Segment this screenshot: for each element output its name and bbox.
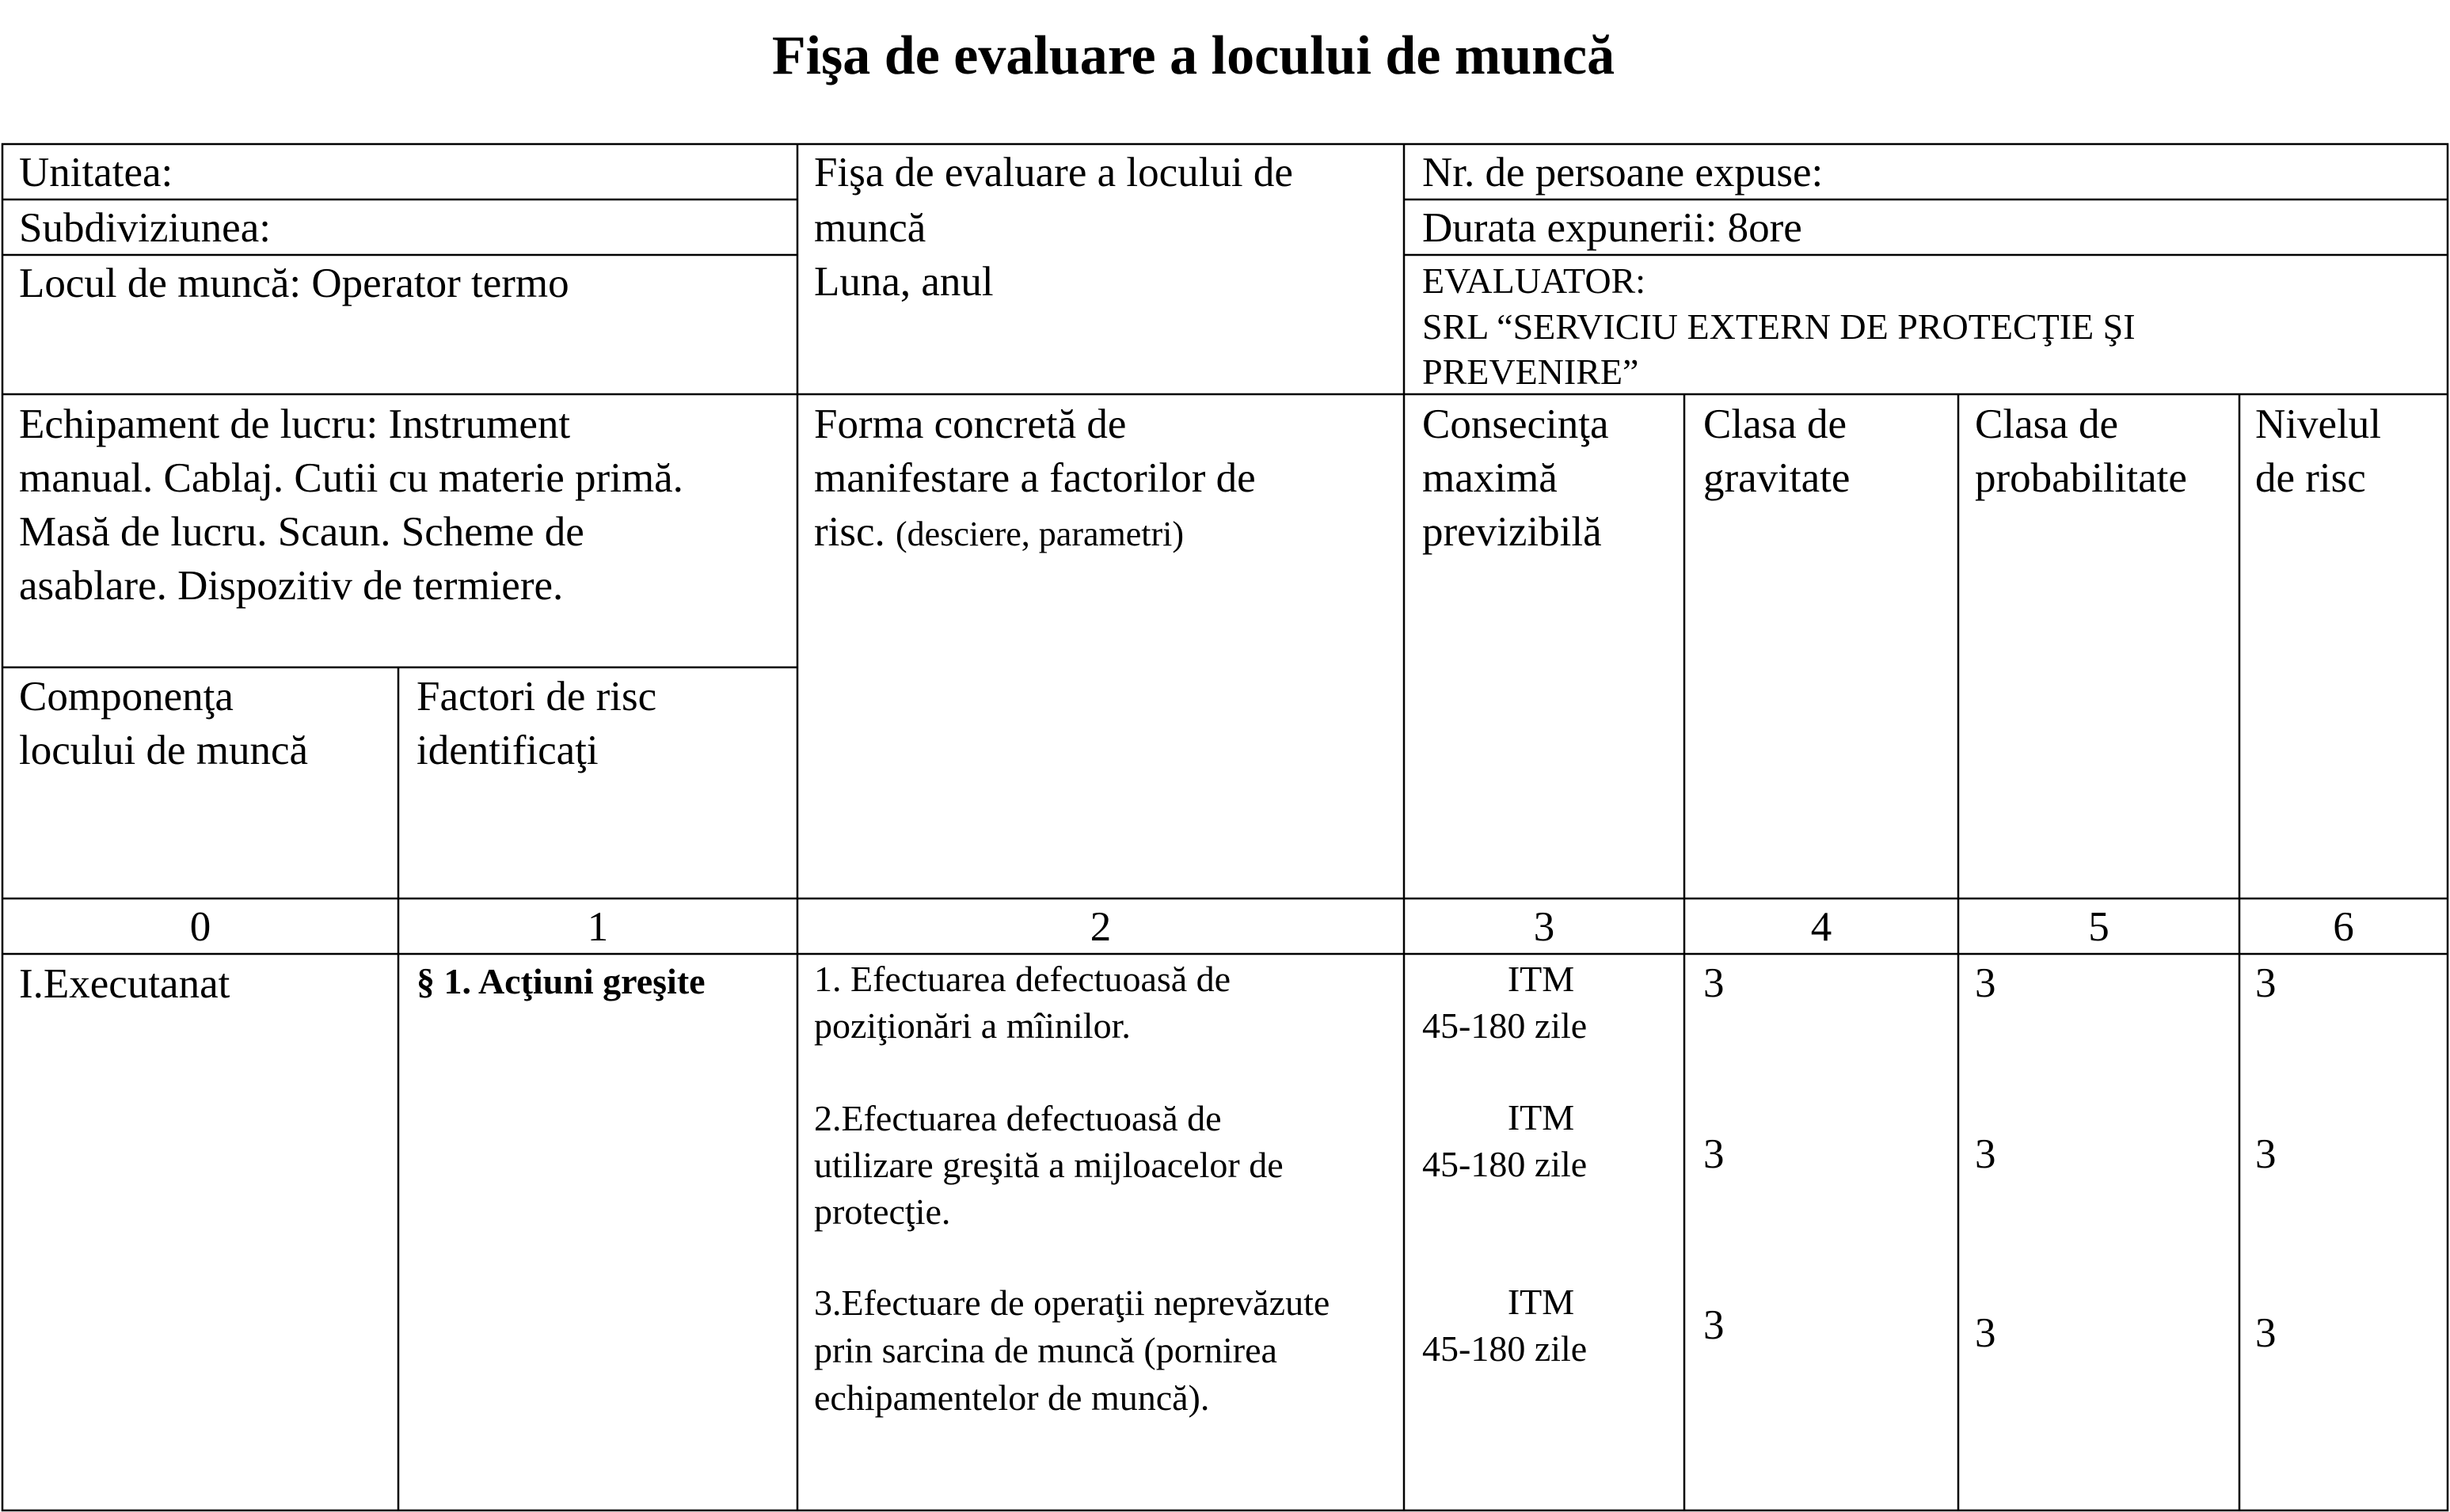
component-name: I.Executanat xyxy=(19,961,230,1007)
gravitate-line-1: Clasa de xyxy=(1703,401,1847,447)
item-2-consequence-line-1: ITM xyxy=(1507,1097,1575,1138)
forma-line-1: Forma concretă de xyxy=(814,401,1127,447)
gravitate-line-2: gravitate xyxy=(1703,455,1851,501)
item-2-risk: 3 xyxy=(2255,1131,2277,1177)
forma-risc-word: risc. xyxy=(814,509,885,555)
item-3-text-line-3: echipamentelor de muncă). xyxy=(814,1377,1210,1418)
forma-line-2: manifestare a factorilor de xyxy=(814,455,1256,501)
column-number-1: 1 xyxy=(587,904,609,950)
item-2-text-line-3: protecţie. xyxy=(814,1191,951,1232)
subdiviziunea-label: Subdiviziunea: xyxy=(19,205,271,251)
consecinta-line-2: maximă xyxy=(1422,455,1558,501)
item-3-probability: 3 xyxy=(1975,1310,1996,1356)
consecinta-line-3: previzibilă xyxy=(1422,509,1602,555)
item-3-consequence-line-1: ITM xyxy=(1507,1282,1575,1322)
durata-expunerii-label: Durata expunerii: 8ore xyxy=(1422,205,1802,251)
item-1-risk: 3 xyxy=(2255,960,2277,1006)
item-1-gravity: 3 xyxy=(1703,960,1725,1006)
item-3-consequence-line-2: 45-180 zile xyxy=(1422,1328,1588,1369)
item-2-text-line-1: 2.Efectuarea defectuoasă de xyxy=(814,1098,1222,1138)
item-1-consequence-line-1: ITM xyxy=(1507,959,1575,999)
persoane-expuse-label: Nr. de persoane expuse: xyxy=(1422,150,1824,196)
luna-anul-label: Luna, anul xyxy=(814,259,994,305)
column-number-5: 5 xyxy=(2088,904,2110,950)
item-3-risk: 3 xyxy=(2255,1310,2277,1356)
probabilitate-line-1: Clasa de xyxy=(1975,401,2119,447)
item-1-consequence-line-2: 45-180 zile xyxy=(1422,1005,1588,1046)
locul-de-munca-label: Locul de muncă: Operator termo xyxy=(19,260,569,306)
column-number-0: 0 xyxy=(189,904,211,950)
componenta-line-2: locului de muncă xyxy=(19,728,308,773)
item-1-probability: 3 xyxy=(1975,960,1996,1006)
document-title: Fişa de evaluare a locului de muncă xyxy=(771,25,1615,86)
probabilitate-line-2: probabilitate xyxy=(1975,455,2187,501)
forma-note: (desciere, parametri) xyxy=(896,515,1185,553)
item-3-text-line-1: 3.Efectuare de operaţii neprevăzute xyxy=(814,1282,1330,1323)
item-2-text-line-2: utilizare greşită a mijloacelor de xyxy=(814,1145,1284,1185)
evaluator-line-3: PREVENIRE” xyxy=(1422,351,1639,392)
echipament-line-2: manual. Cablaj. Cutii cu materie primă. xyxy=(19,455,683,501)
item-3-gravity: 3 xyxy=(1703,1302,1725,1348)
item-2-gravity: 3 xyxy=(1703,1131,1725,1177)
evaluator-line-1: EVALUATOR: xyxy=(1422,260,1645,301)
factori-line-1: Factori de risc xyxy=(417,674,657,720)
risk-factor-name: § 1. Acţiuni greşite xyxy=(417,961,706,1001)
column-number-2: 2 xyxy=(1090,904,1112,950)
nivel-line-2: de risc xyxy=(2255,455,2366,501)
componenta-line-1: Componenţa xyxy=(19,674,234,720)
fisa-line-2: muncă xyxy=(814,205,926,251)
evaluator-line-2: SRL “SERVICIU EXTERN DE PROTECŢIE ŞI xyxy=(1422,306,2136,347)
item-2-consequence-line-2: 45-180 zile xyxy=(1422,1144,1588,1184)
consecinta-line-1: Consecinţa xyxy=(1422,401,1609,447)
column-number-3: 3 xyxy=(1533,904,1555,950)
echipament-line-3: Masă de lucru. Scaun. Scheme de xyxy=(19,509,584,555)
item-2-probability: 3 xyxy=(1975,1131,1996,1177)
item-3-text-line-2: prin sarcina de muncă (pornirea xyxy=(814,1330,1277,1370)
column-number-4: 4 xyxy=(1810,904,1832,950)
unitatea-label: Unitatea: xyxy=(19,150,173,196)
fisa-line-1: Fişa de evaluare a locului de xyxy=(814,150,1293,196)
forma-line-3 xyxy=(814,505,1184,559)
nivel-line-1: Nivelul xyxy=(2255,401,2381,447)
item-1-text-line-2: poziţionări a mîinilor. xyxy=(814,1005,1131,1046)
column-number-6: 6 xyxy=(2333,904,2354,950)
echipament-line-4: asablare. Dispozitiv de termiere. xyxy=(19,563,564,609)
factori-line-2: identificaţi xyxy=(417,728,599,773)
item-1-text-line-1: 1. Efectuarea defectuoasă de xyxy=(814,959,1231,999)
echipament-line-1: Echipament de lucru: Instrument xyxy=(19,401,571,447)
